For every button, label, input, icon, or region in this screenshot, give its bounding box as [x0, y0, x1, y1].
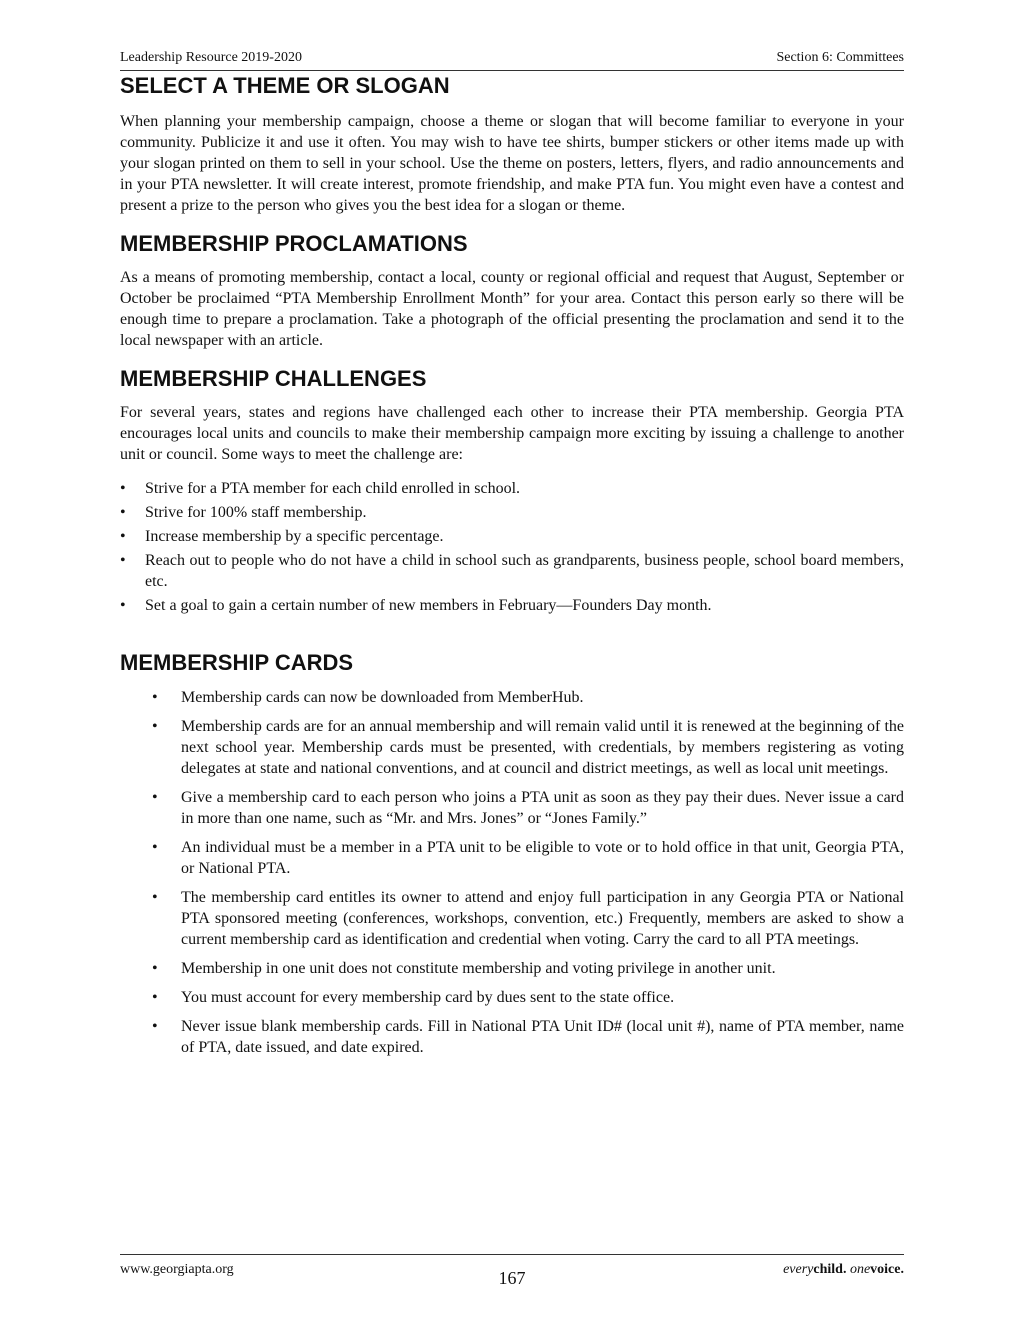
footer-divider [120, 1254, 904, 1255]
theme-section [120, 72, 904, 216]
theme-paragraph: When planning your membership campaign, choose a theme or slogan that will become familiar to everyone in your community. Publicize it and use it often. You may wish to have tee shirts, bumper stickers or other items made up with your slogan printed on them to sell in your school. Use the theme on posters, letters, flyers, and radio announcements and in your PTA newsletter. It will create interest, promote friendship, and make PTA fun. You might even have a contest and present a prize to the person who gives you the best idea for a slogan or theme. [120, 113, 904, 214]
bullet-icon: • [152, 1018, 158, 1035]
tagline-child: child. [813, 1262, 847, 1277]
list-item-text: Set a goal to gain a certain number of new members in February—Founders Day month. [145, 597, 712, 614]
list-item-text: Membership in one unit does not constitute membership and voting privilege in another unit. [181, 960, 776, 977]
list-item-text: Never issue blank membership cards. Fill in National PTA Unit ID# (local unit #), name of PTA member, name of PTA, date issued, and date expired. [181, 1018, 904, 1056]
bullet-icon: • [152, 689, 158, 706]
list-item [120, 550, 904, 592]
list-item-text: An individual must be a member in a PTA unit to be eligible to vote or to hold office in that unit, Georgia PTA, or National PTA. [181, 839, 904, 877]
list-item [120, 526, 904, 547]
tagline-voice: voice. [870, 1262, 904, 1277]
challenges-section [120, 365, 904, 616]
list-item [120, 1016, 904, 1058]
theme-heading: SELECT A THEME OR SLOGAN [120, 73, 450, 98]
bullet-icon: • [120, 597, 126, 614]
list-item [120, 502, 904, 523]
bullet-icon: • [152, 789, 158, 806]
bullet-icon: • [152, 718, 158, 735]
bullet-icon: • [120, 528, 126, 545]
bullet-icon: • [120, 480, 126, 497]
list-item-text: Membership cards are for an annual membership and will remain valid until it is renewed at the beginning of the next school year. Membership cards must be presented, with credentials, by members registering as voting delegates at state and national conventions, and at council and district meetings, as well as local unit meetings. [181, 718, 904, 777]
bullet-icon: • [120, 504, 126, 521]
page-header [120, 50, 904, 71]
list-item [120, 987, 904, 1008]
list-item-text: Reach out to people who do not have a child in school such as grandparents, business people, school board members, etc. [145, 552, 904, 590]
list-item-text: Strive for a PTA member for each child enrolled in school. [145, 480, 521, 497]
bullet-icon: • [152, 839, 158, 856]
page-number: 167 [498, 1268, 526, 1288]
list-item [120, 716, 904, 779]
proclamations-heading: MEMBERSHIP PROCLAMATIONS [120, 231, 468, 256]
list-item [120, 478, 904, 499]
bullet-icon: • [152, 989, 158, 1006]
list-item-text: The membership card entitles its owner to attend and enjoy full participation in any Georgia PTA or National PTA sponsored meeting (conferences, workshops, convention, etc.) Frequently, members are asked to show a current membership card as identification and credential when voting. Carry the card to all PTA meetings. [181, 889, 904, 948]
proclamations-paragraph: As a means of promoting membership, contact a local, county or regional official and request that August, September or October be proclaimed “PTA Membership Enrollment Month” for your area. Contact this person early so there will be enough time to prepare a proclamation. Take a photograph of the official presenting the proclamation and send it to the local newspaper with an article. [120, 269, 904, 349]
bullet-icon: • [120, 552, 126, 569]
page-content [120, 72, 904, 1066]
header-document-title: Leadership Resource 2019-2020 [120, 50, 302, 65]
tagline-one: one [849, 1262, 871, 1277]
cards-list [120, 687, 904, 1058]
list-item-text: Strive for 100% staff membership. [145, 504, 367, 521]
proclamations-section [120, 230, 904, 351]
list-item [120, 837, 904, 879]
list-item [120, 787, 904, 829]
footer-tagline [783, 1262, 904, 1278]
footer-website-link[interactable]: www.georgiapta.org [120, 1262, 234, 1277]
cards-section [120, 649, 904, 1058]
cards-heading: MEMBERSHIP CARDS [120, 650, 354, 675]
list-item-text: Increase membership by a specific percentage. [145, 528, 444, 545]
challenges-heading: MEMBERSHIP CHALLENGES [120, 366, 427, 391]
challenges-list [120, 478, 904, 616]
list-item-text: You must account for every membership card by dues sent to the state office. [181, 989, 675, 1006]
bullet-icon: • [152, 960, 158, 977]
list-item [120, 687, 904, 708]
list-item-text: Give a membership card to each person who joins a PTA unit as soon as they pay their dues. Never issue a card in more than one name, such as “Mr. and Mrs. Jones” or “Jones Family.” [181, 789, 904, 827]
list-item [120, 595, 904, 616]
bullet-icon: • [152, 889, 158, 906]
tagline-every: every [783, 1262, 814, 1277]
list-item [120, 958, 904, 979]
header-section-title: Section 6: Committees [776, 50, 904, 65]
challenges-paragraph: For several years, states and regions have challenged each other to increase their PTA membership. Georgia PTA encourages local units and councils to make their membership campaign more exciting by issuing a challenge to another unit or council. Some ways to meet the challenge are: [120, 404, 904, 463]
list-item-text: Membership cards can now be downloaded from MemberHub. [181, 689, 584, 706]
list-item [120, 887, 904, 950]
